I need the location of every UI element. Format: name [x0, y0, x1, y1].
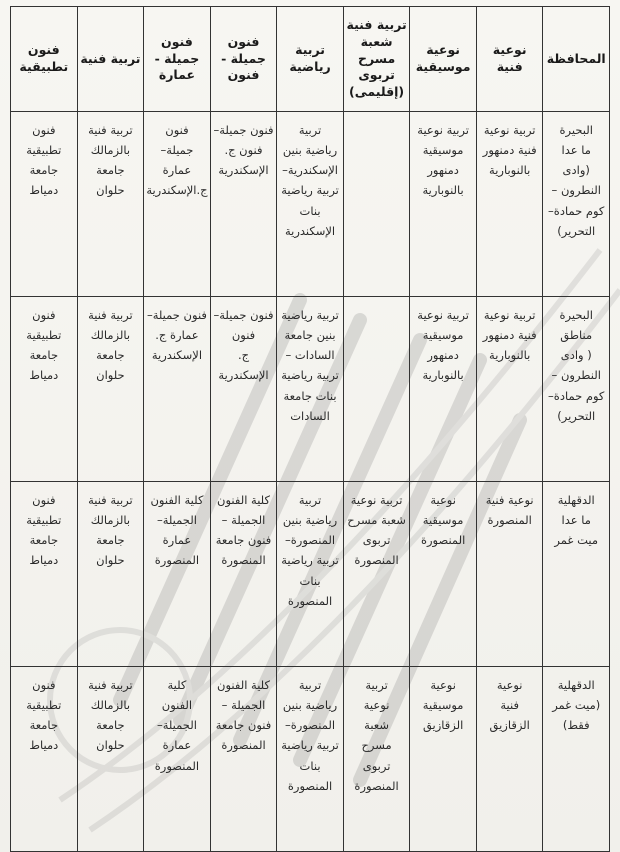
- table-row: [11, 112, 610, 297]
- table-cell: تربية رياضية بنين جامعة السادات – تربية رياضية بنات جامعة السادات: [277, 297, 344, 482]
- table-cell: الدقهلية (ميت غمر فقط): [543, 667, 610, 852]
- table-cell: الدقهلية ما عدا ميت غمر: [543, 482, 610, 667]
- table-cell: تربية نوعية شعبة مسرح تربوى المنصورة: [343, 482, 410, 667]
- table-cell: فنون تطبيقية جامعة دمياط: [11, 482, 78, 667]
- table-cell: فنون تطبيقية جامعة دمياط: [11, 297, 78, 482]
- table-cell: فنون تطبيقية جامعة دمياط: [11, 112, 78, 297]
- table-header-row: [11, 7, 610, 112]
- header-physical-education: تربية رياضية: [277, 7, 344, 112]
- table-row: [11, 297, 610, 482]
- table-row: [11, 482, 610, 667]
- table-cell: تربية نوعية فنية دمنهور بالنوبارية: [476, 112, 543, 297]
- table-cell: كلية الفنون الجميلة– عمارة المنصورة: [144, 667, 211, 852]
- table-cell: فنون جميلة– فنون ج. الإسكندرية: [210, 297, 277, 482]
- table-cell: فنون جميلة– فنون ج. الإسكندرية: [210, 112, 277, 297]
- header-governorate: المحافظة: [543, 7, 610, 112]
- header-fine-arts-architecture: فنون جميلة - عمارة: [144, 7, 211, 112]
- table-cell: فنون جميلة– عمارة ج. الإسكندرية: [144, 297, 211, 482]
- table-cell: تربية نوعية موسيقية دمنهور بالنوبارية: [410, 112, 477, 297]
- header-applied-arts: فنون تطبيقية: [11, 7, 78, 112]
- table-cell: كلية الفنون الجميلة– عمارة المنصورة: [144, 482, 211, 667]
- table-cell: تربية فنية بالزمالك جامعة حلوان: [77, 297, 144, 482]
- table-cell: تربية نوعية فنية دمنهور بالنوبارية: [476, 297, 543, 482]
- header-specific-music: نوعية موسيقية: [410, 7, 477, 112]
- table-cell: تربية رياضية بنين المنصورة– تربية رياضية بنات المنصورة: [277, 667, 344, 852]
- table-cell: كلية الفنون الجميلة – فنون جامعة المنصورة: [210, 667, 277, 852]
- table-cell: البحيرة ما عدا (وادى النطرون – كوم حمادة– التحرير): [543, 112, 610, 297]
- header-theater-education: تربية فنية شعبة مسرح تربوى (إقليمى): [343, 7, 410, 112]
- table-cell: تربية نوعية شعبة مسرح تربوى المنصورة: [343, 667, 410, 852]
- table-cell: تربية رياضية بنين الإسكندرية– تربية رياضية بنات الإسكندرية: [277, 112, 344, 297]
- table-cell: فنون تطبيقية جامعة دمياط: [11, 667, 78, 852]
- distribution-table: [10, 6, 610, 852]
- header-art-education: تربية فنية: [77, 7, 144, 112]
- table-cell: تربية فنية بالزمالك جامعة حلوان: [77, 112, 144, 297]
- table-cell: [343, 297, 410, 482]
- table-cell: نوعية موسيقية المنصورة: [410, 482, 477, 667]
- table-cell: البحيرة مناطق ( وادى النطرون – كوم حمادة– التحرير): [543, 297, 610, 482]
- table-cell: نوعية فنية الزقازيق: [476, 667, 543, 852]
- table-cell: تربية فنية بالزمالك جامعة حلوان: [77, 482, 144, 667]
- table-cell: تربية رياضية بنين المنصورة– تربية رياضية بنات المنصورة: [277, 482, 344, 667]
- table-row: [11, 667, 610, 852]
- table-cell: فنون جميلة– عمارة ج.الإسكندرية: [144, 112, 211, 297]
- table-cell: كلية الفنون الجميلة – فنون جامعة المنصورة: [210, 482, 277, 667]
- table-cell: نوعية موسيقية الزقازيق: [410, 667, 477, 852]
- header-fine-arts: فنون جميلة - فنون: [210, 7, 277, 112]
- table-cell: تربية فنية بالزمالك جامعة حلوان: [77, 667, 144, 852]
- header-specific-art: نوعية فنية: [476, 7, 543, 112]
- table-cell: تربية نوعية موسيقية دمنهور بالنوبارية: [410, 297, 477, 482]
- table-cell: نوعية فنية المنصورة: [476, 482, 543, 667]
- table-cell: [343, 112, 410, 297]
